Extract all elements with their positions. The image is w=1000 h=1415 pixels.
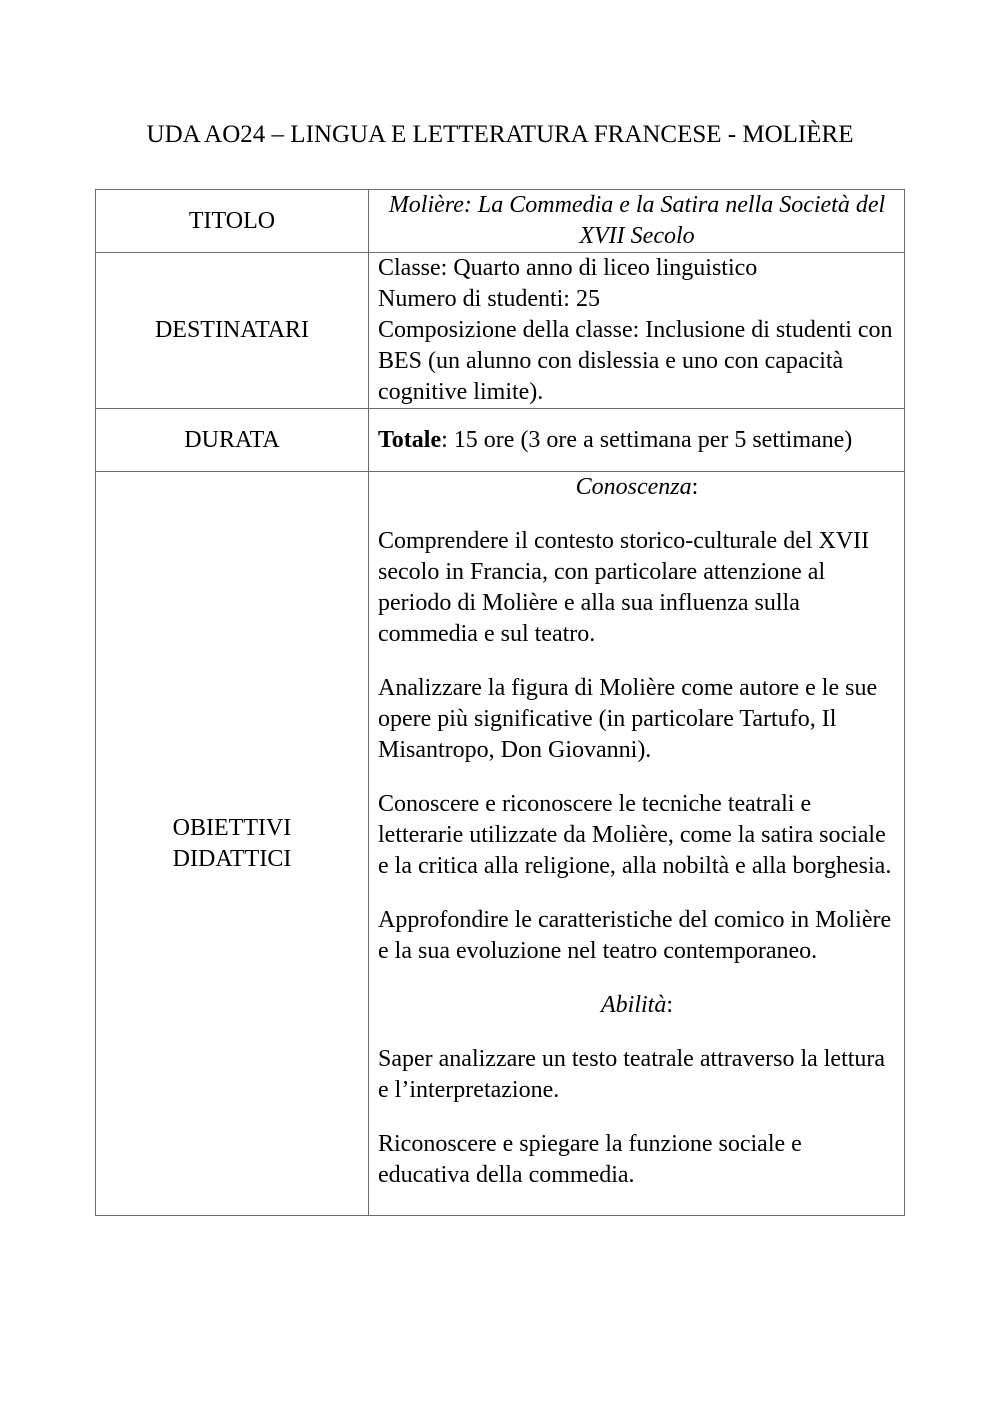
- table-row-obiettivi: [96, 472, 905, 1216]
- conoscenza-item: Approfondire le caratteristiche del comico in Molière e la sua evoluzione nel teatro contemporaneo.: [378, 907, 892, 964]
- destinatari-composizione: Composizione della classe: Inclusione di studenti con BES (un alunno con dislessia e uno con capacità cognitive limite).: [378, 317, 893, 405]
- conoscenza-heading: Conoscenza:: [575, 474, 699, 500]
- durata-label: DURATA: [96, 409, 369, 472]
- page-title: UDA AO24 – LINGUA E LETTERATURA FRANCESE - MOLIÈRE: [146, 121, 854, 148]
- obiettivi-label-line1: OBIETTIVI: [172, 814, 292, 841]
- obiettivi-label-line2: DIDATTICI: [172, 845, 292, 872]
- table-row-titolo: [96, 190, 905, 253]
- obiettivi-value: [369, 472, 905, 1216]
- destinatari-label: DESTINATARI: [96, 253, 369, 409]
- uda-table: [95, 189, 905, 1216]
- table-row-durata: [96, 409, 905, 472]
- conoscenza-item: Analizzare la figura di Molière come autore e le sue opere più significative (in particolare Tartufo, Il Misantropo, Don Giovanni).: [378, 675, 878, 763]
- abilita-heading-text: Abilità: [600, 992, 667, 1018]
- titolo-label: TITOLO: [96, 190, 369, 253]
- destinatari-numero-studenti: Numero di studenti: 25: [378, 286, 600, 312]
- conoscenza-item: Comprendere il contesto storico-culturale del XVII secolo in Francia, con particolare attenzione al periodo di Molière e alla sua influenza sulla commedia e sul teatro.: [378, 528, 870, 647]
- durata-totale-value: : 15 ore (3 ore a settimana per 5 settimane): [441, 426, 853, 453]
- conoscenza-item: Conoscere e riconoscere le tecniche teatrali e letterarie utilizzate da Molière, come la satira sociale e la critica alla religione, alla nobiltà e alla borghesia.: [378, 791, 892, 879]
- destinatari-value: [369, 253, 905, 409]
- durata-totale-label: Totale: [378, 426, 442, 453]
- durata-value: [369, 409, 905, 472]
- abilita-item: Riconoscere e spiegare la funzione sociale e educativa della commedia.: [378, 1131, 802, 1188]
- abilita-heading: Abilità:: [600, 992, 673, 1018]
- abilita-item: Saper analizzare un testo teatrale attraverso la lettura e l’interpretazione.: [378, 1046, 886, 1103]
- destinatari-classe: Classe: Quarto anno di liceo linguistico: [378, 255, 758, 281]
- table-row-destinatari: [96, 253, 905, 409]
- conoscenza-heading-text: Conoscenza: [575, 474, 692, 500]
- obiettivi-label: [96, 472, 369, 1216]
- titolo-value: Molière: La Commedia e la Satira nella Società del XVII Secolo: [369, 190, 905, 253]
